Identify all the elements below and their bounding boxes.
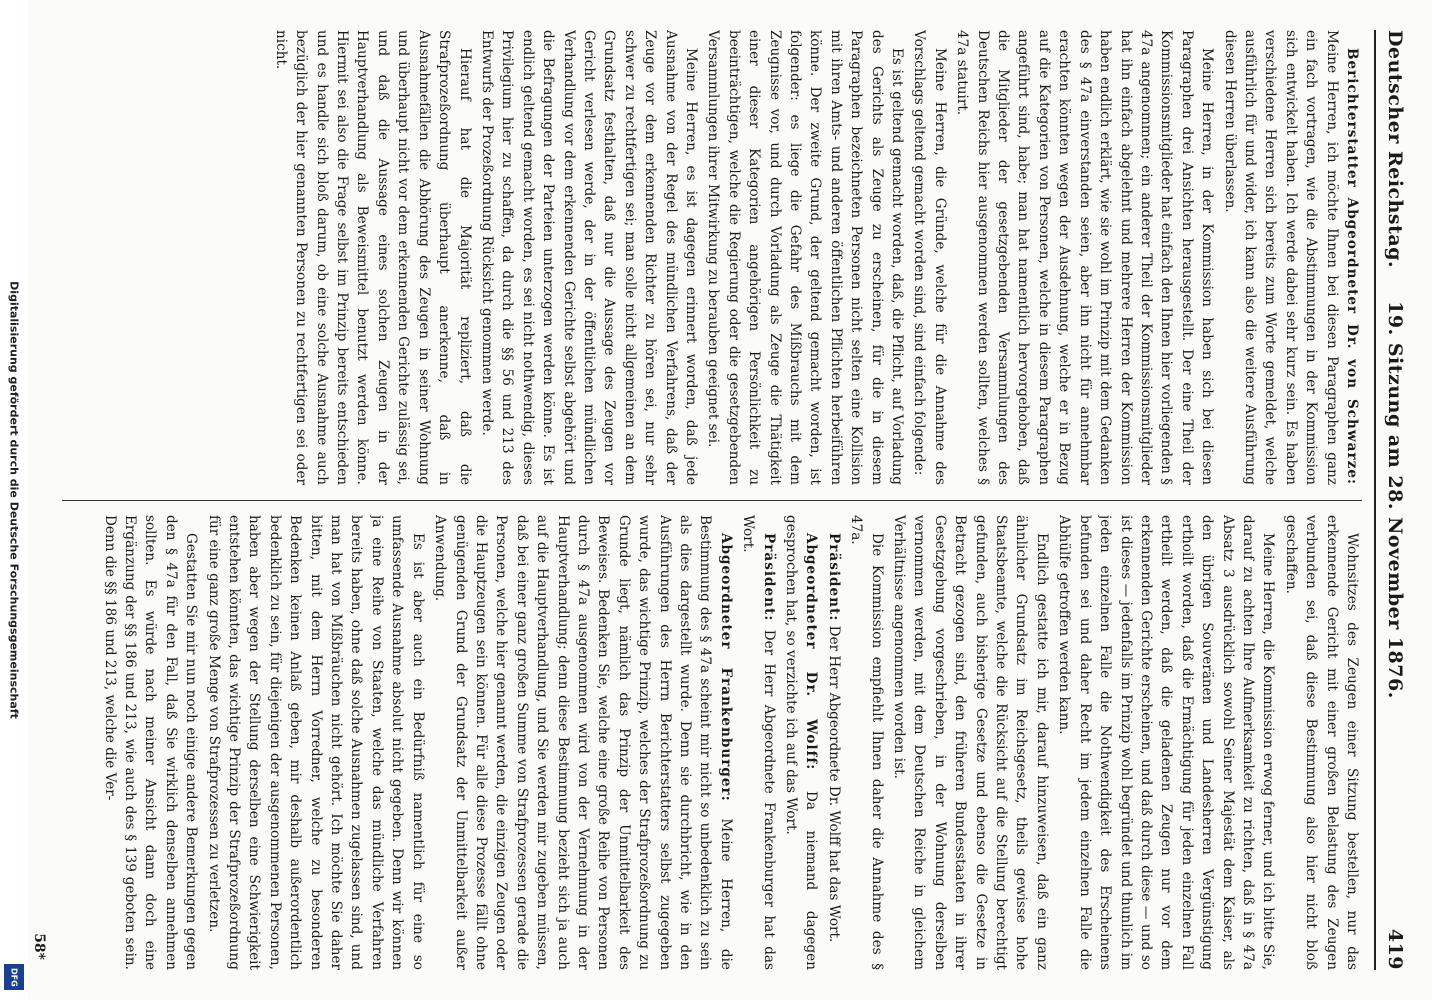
paragraph-text: Der Herr Abgeordnete Dr. Wolff hat das Wort. — [825, 625, 842, 943]
digitization-credit: Digitalisierung gefördert durch die Deutsche Forschungsgemeinschaft — [7, 281, 21, 719]
paragraph-text: Der Herr Abgeordnete Frankenburger hat das Wort. — [740, 515, 777, 970]
paragraph — [1219, 30, 1362, 485]
digitization-credit-strip — [0, 0, 28, 1000]
paragraph-text: Meine Herren, ich möchte Ihnen bei diesen Paragraphen ganz ein fach vortragen, wie die Abstimmungen in der Kommission sich entwickelt haben. Ich werde dabei sehr kurz sein. Es haben verschiedene Herren sich bereits zum Worte gemeldet, welche ausführlich für und wider, ich kann also die weitere Ausführung diesen Herren überlassen. — [1221, 30, 1340, 485]
paragraph-text: Die Kommission empfiehlt Ihnen daher die Annahme des § 47a. — [848, 515, 885, 970]
right-column — [62, 515, 1362, 970]
signature-mark: 58* — [31, 933, 47, 960]
paragraph-text: Meine Herren, die Kommission erwog ferner, und ich bitte Sie, darauf zu achten Ihre Aufmerksamkeit zu richten, daß in § 47a Absatz 3 ausdrücklich sowohl Seiner Majestät dem Kaiser, als den übrigen Souveränen und Landesherren Vergünstigung erthoilt worden, daß die Ermächtigung für jeden einzelnen Fall ertheilt werden, daß die geladenen Zeugen nur vor dem erkennenden Gerichte erscheinen, und daß durch diese — und so ist dieses — jedenfalls im Prinzip wohl begründet und thunlich im jeden einzelnen Falle die Nothwendigkeit des Erscheinens befunden sei und daher Recht im jedem einzelnen Falle die Abhülfe getroffen werden kann. — [1056, 515, 1277, 970]
paragraph — [270, 30, 474, 485]
paragraph — [846, 515, 887, 970]
paragraph — [99, 515, 201, 970]
page-number: 419 — [1384, 928, 1406, 970]
dfg-logo-icon: DFG — [4, 964, 24, 990]
paragraph-text: Gestatten Sie mir nun noch einige andere Bemerkungen gegen den § 47a für den Fall, daß Sie wirklich denselben annehmen sollten. Es würde nach meiner Ansicht dann doch eine Ergänzung der §§ 186 und 213, wie auch des § 139 geboten sein. Denn die §§ 186 und 213, welche die Ver- — [101, 515, 200, 970]
paragraph — [1280, 515, 1362, 970]
paragraph-text: Es ist geltend gemacht worden, daß, die Pflicht, auf Vorladung des Gerichts als Zeuge zu erscheinen, für die in diesem Paragraphen bezeichneten Personen nicht selten eine Kollision mit ihren Amts- und anderen öffentlichen Pflichten herbeiführen könne. Der zweite Grund, der geltend gemacht worden, ist folgender: es liege die Gefahr des Mißbrauchs mit dem Zeugnisse vor, und durch Vorladung als Zeuge die Thätigkeit einer dieser Kategorien angehörigen Persönlichkeit zu beeinträchtigen, welche die Regierung oder die gesetzgebenden Versammlungen ihrer Mitwirkung zu berauben geeignet sei. — [705, 30, 906, 485]
paragraph — [430, 515, 736, 970]
page-header — [1374, 30, 1410, 970]
speaker-name: Berichterstatter Abgeordneter Dr. von Schwarze: — [1344, 48, 1360, 485]
paragraph — [823, 515, 843, 970]
speaker-name: Abgeordneter Frankenburger: — [717, 533, 734, 802]
speaker-name: Präsident: — [825, 533, 842, 622]
paragraph — [952, 30, 1217, 485]
speaker-name: Abgeordneter Dr. Wolff: — [803, 533, 820, 771]
paragraph — [477, 30, 701, 485]
paragraph-text: Hierauf hat die Majorität repliziert, daß die Strafprozeßordnung überhaupt anerkenne, daß in Ausnahmefällen die Abhörung des Zeugen in seiner Wohnung und überhaupt nicht vor dem erkennenden Gerichte zulässig sei, und daß die Aussage eines solchen Zeugen in der Hauptverhandlung als Beweismittel benutzt werden könne. Hiermit sei also die Frage selbst im Prinzip bereits entschieden und es handle sich bloß darum, ob eine solche Ausnahme auch bezüglich der hier genannten Personen zu rechtfertigen sei oder nicht. — [272, 30, 473, 485]
session-date: 19. Sitzung am 28. November 1876. — [1384, 301, 1406, 699]
paragraph-text: Endlich gestatte ich mir, darauf hinzuweisen, daß ein ganz ähnlicher Grundsatz im Reichsgesetz, theils gewisse hohe Staatsbeamte, welche die Rücksicht auf die Stellung berechtigt gefunden, auch bisherige Gesetze und ebenso die Gesetze in Betracht gezogen sind, den früheren Bundesstaaten in ihrer Gesetzgebung vorgeschrieben, in der Wohnung derselben vernommen werden, mit dem Deutschen Reiche in gleichem Verhältnisse angenommen worden ist. — [891, 515, 1050, 970]
paragraph-text: Meine Herren, in der Kommission haben sich bei diesen Paragraphen drei Ansichten herausgestellt. Der eine Theil der Kommissionsmitglieder hat einfach den Ihnen hier vorliegenden § 47a angenommen; ein anderer Theil der Kommissionsmitglieder hat ihn einfach abgelehnt und mehrere Herren der Kommission haben endlich erklärt, wie sie wohl im Prinzip mit dem Gedanken des § 47a einverstanden seien, aber ihn nicht für annehmbar erachten könnten wegen der Ausdehnung, welche er in Bezug auf die Kategorien von Personen, welche in diesem Paragraphen angeführt sind, habe; man hat namentlich hervorgehoben, daß die Mitglieder der gesetzgebenden Versammlungen des Deutschen Reichs hier ausgenommen werden sollten, welches § 47a statuirt. — [954, 30, 1216, 485]
column-divider — [62, 500, 1362, 501]
paragraph — [738, 515, 779, 970]
paragraph — [1054, 515, 1278, 970]
paragraph — [703, 30, 907, 485]
paragraph-text: Es ist aber auch ein Bedürfniß namentlich für eine so umfassende Ausnahme absolut nicht gegeben. Denn wir können ja eine Reihe von Staaten, welche das mündliche Verfahren bereits haben, ohne daß solche Ausnahmen zugelassen sind, und man hat von Mißbräuchen nicht gehört. Ich möchte Sie daher bitten, mit dem Herrn Vorredner, welche zu besonderen Bedenken keinen Anlaß geben, mir deshalb außerordentlich bedenklich zu sein, für diejenigen der ausgenommenen Personen, haben aber wegen der Stellung derselben eine Schwierigkeit entstehen könnten, das wichtige Prinzip der Strafprozeßordnung für eine ganz große Menge von Strafprozessen zu verletzen. — [205, 515, 426, 970]
paragraph — [203, 515, 427, 970]
paragraph-text: Meine Herren, die Bestimmung des § 47a scheint mir nicht so unbedenklich zu sein als dies dargestellt wurde. Denn sie durchbricht, wie in den Ausführungen des Herrn Berichterstatters selbst zugegeben wurde, das wichtige Prinzip, welches der Strafprozeßordnung zu Grunde liegt, nämlich das Prinzip der Unmittelbarkeit des Beweises. Bedenken Sie, welche eine große Reihe von Personen durch § 47a ausgenommen wird von der Vernehmung in der Hauptverhandlung; denn diese Bestimmung bezieht sich ja auch auf die Hauptverhandlung, und Sie werden mir zugeben müssen, daß bei einer ganz großen Summe von Strafprozessen gerade die Personen, welche hier genannt werden, die einzigen Zeugen oder die Hauptzeugen sein können. Für alle diese Prozesse fällt ohne genügenden Grund der Grundsatz der Unmittelbarkeit außer Anwendung. — [432, 515, 734, 970]
running-title: Deutscher Reichstag. — [1384, 30, 1406, 269]
left-column — [62, 30, 1362, 485]
paragraph — [909, 30, 950, 485]
speaker-name: Präsident: — [760, 533, 777, 622]
paragraph-text: Wohnsitzes des Zeugen einer Sitzung bestellen, nur das erkennende Gericht mit einer großen Belastung des Zeugen verbunden sei, daß diese Bestimmung also hier nicht bloß geschaffen. — [1282, 515, 1360, 970]
paragraph — [781, 515, 822, 970]
paragraph — [889, 515, 1052, 970]
paragraph-text: Meine Herren, es ist dagegen erinnert worden, daß jede Ausnahme von der Regel des mündlichen Verfahrens, daß der Zeuge vor dem erkennenden Richter zu hören sei, nur sehr schwer zu rechtfertigen sei; man solle nicht allgemeinen an dem Grundsatz festhalten, daß nur die Aussage des Zeugen vor Gericht verlesen werde, der in der öffentlichen mündlichen Verhandlung vor dem erkennenden Gerichte selbst abgehört und die Befragungen der Parteien unterzogen werden könne. Es ist endlich geltend gemacht worden, es sei nicht nothwendig, dieses Privilegium hier zu schaffen, da durch die §§ 56 und 213 des Entwurfs der Prozeßordnung Rücksicht genommen werde. — [478, 30, 699, 485]
paragraph-text: Meine Herren, die Gründe, welche für die Annahme des Vorschlags geltend gemacht worden sind, sind einfach folgende: — [911, 30, 948, 485]
paragraph-text: Da niemand dagegen gesprochen hat, so verzichte ich auf das Wort. — [783, 515, 820, 970]
